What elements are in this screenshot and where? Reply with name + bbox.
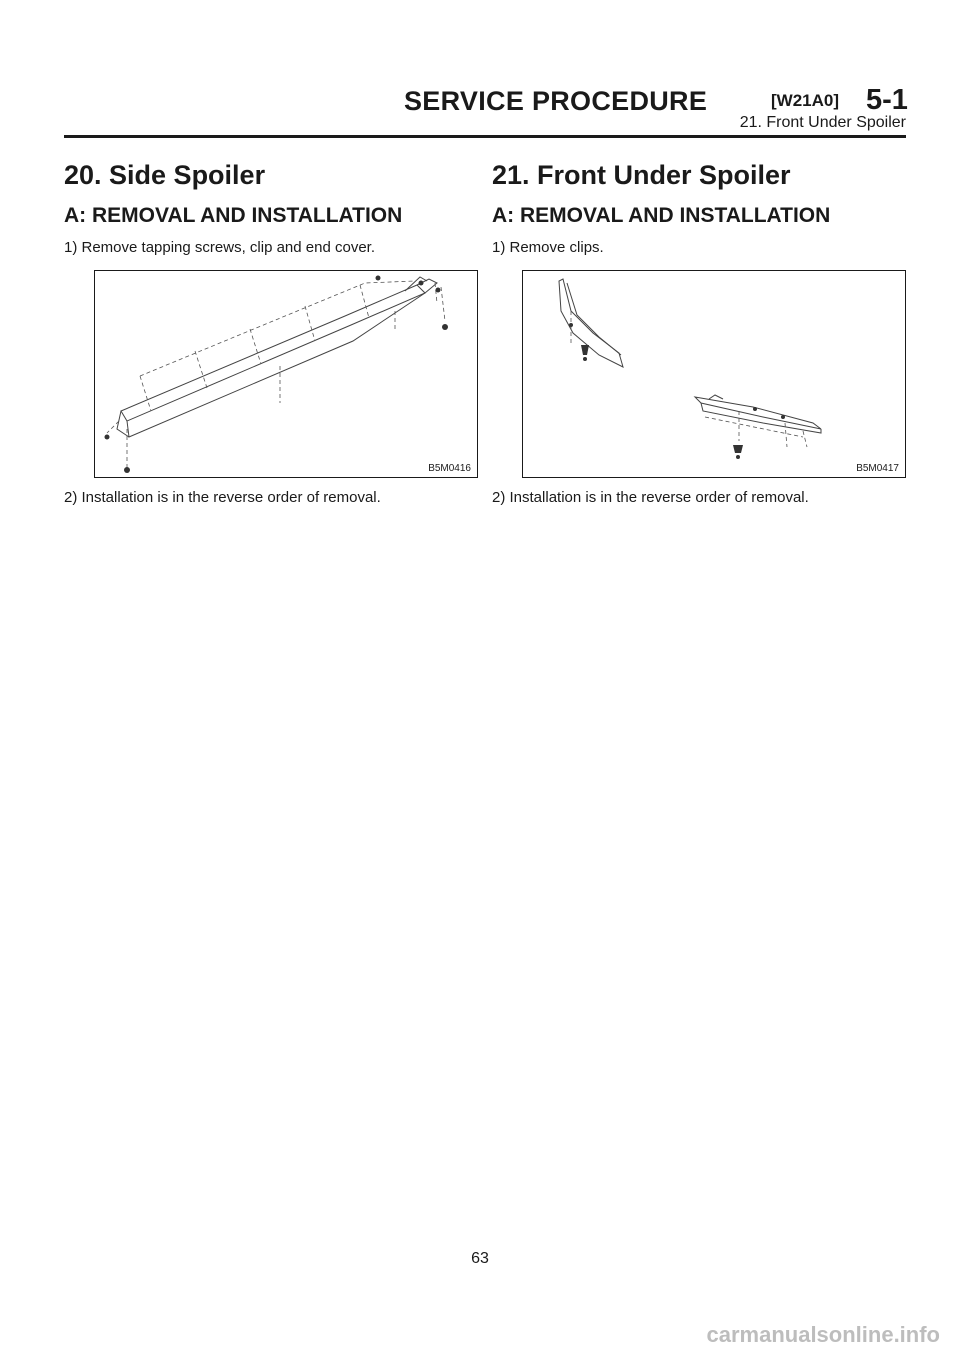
header-subtitle: 21. Front Under Spoiler (739, 114, 906, 131)
subsection-title: A: REMOVAL AND INSTALLATION (64, 204, 403, 227)
side-spoiler-illustration (95, 271, 477, 477)
page-header (64, 84, 906, 136)
page-number: 63 (471, 1250, 489, 1267)
section-front-under-spoiler (492, 158, 906, 508)
step-2: 2) Installation is in the reverse order of removal. (492, 489, 809, 506)
step-1: 1) Remove clips. (492, 239, 604, 256)
header-chapter: 5-1 (866, 84, 908, 116)
section-title: 20. Side Spoiler (64, 160, 266, 190)
figure-code: B5M0417 (856, 463, 899, 474)
figure-code: B5M0416 (428, 463, 471, 474)
header-rule (64, 135, 906, 138)
subsection-title: A: REMOVAL AND INSTALLATION (492, 204, 831, 227)
front-under-spoiler-illustration (523, 271, 905, 477)
section-title: 21. Front Under Spoiler (492, 160, 791, 190)
figure-side-spoiler (94, 270, 478, 478)
header-title: SERVICE PROCEDURE (404, 86, 708, 116)
step-2: 2) Installation is in the reverse order of removal. (64, 489, 381, 506)
header-code: [W21A0] (771, 91, 840, 110)
section-side-spoiler (64, 158, 478, 508)
step-1: 1) Remove tapping screws, clip and end cover. (64, 239, 375, 256)
figure-front-under-spoiler (522, 270, 906, 478)
watermark: carmanualsonline.info (706, 1322, 940, 1347)
